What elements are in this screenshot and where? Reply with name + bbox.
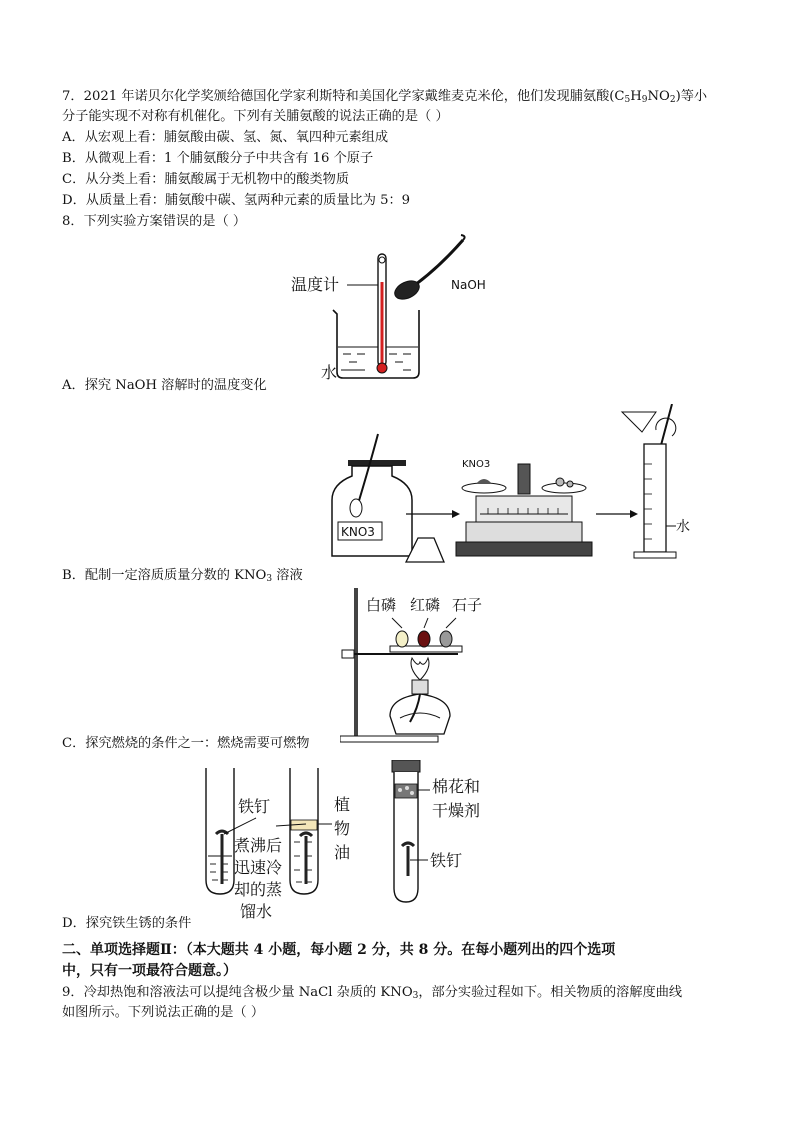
q8-option-d: D．探究铁生锈的条件 (62, 916, 192, 931)
label-water-b: 水 (676, 519, 690, 535)
beaker-icon (333, 310, 419, 378)
test-tube-icon (290, 768, 318, 894)
section2-heading-line1: 二、单项选择题Ⅱ：（本大题共 4 小题，每小题 2 分，共 8 分。在每小题列出的四个选项 (62, 942, 616, 958)
q7-stem-text: )等小 (675, 89, 708, 104)
label-water: 水 (321, 363, 338, 382)
label-vegetable-oil: 油 (334, 843, 351, 862)
q7-option-c: C．从分类上看：脯氨酸属于无机物中的酸类物质 (62, 172, 350, 187)
label-boiled-water: 迅速冷 (234, 858, 283, 877)
label-iron-nail-1: 铁钉 (238, 797, 271, 816)
formula-no: NO (647, 89, 670, 104)
thermometer-icon (377, 254, 387, 373)
label-kno3-top: KNO3 (462, 459, 491, 470)
flame-icon (411, 658, 429, 680)
formula-h: H (630, 89, 642, 104)
label-boiled-water: 却的蒸 (234, 880, 283, 899)
q9-stem-line2: 如图所示。下列说法正确的是（ ） (62, 1005, 265, 1020)
label-vegetable-oil: 物 (334, 819, 351, 838)
label-red-phosphorus: 红磷 (410, 596, 441, 614)
formula-sub: 5 (624, 95, 631, 105)
option-b-text: 溶液 (272, 568, 303, 583)
q7-option-a: A．从宏观上看：脯氨酸由碳、氢、氮、氧四种元素组成 (62, 130, 389, 145)
q7-option-b: B．从微观上看：1 个脯氨酸分子中共含有 16 个原子 (62, 151, 374, 166)
alcohol-lamp-icon (390, 680, 450, 734)
arrow-icon (406, 510, 460, 518)
spoon-icon (392, 235, 465, 303)
formula-sub: 9 (641, 95, 648, 105)
figure-c-combustion (340, 588, 500, 748)
label-cotton-desiccant: 干燥剂 (432, 801, 481, 820)
balance-icon (456, 459, 592, 556)
q9-stem-line1 (62, 984, 682, 1005)
q8-stem: 8．下列实验方案错误的是（ ） (62, 214, 247, 229)
graduated-cylinder-icon (622, 404, 690, 558)
label-iron-nail-2: 铁钉 (430, 851, 463, 870)
label-stone: 石子 (452, 596, 483, 614)
arrow-icon (596, 510, 638, 518)
label-thermometer: 温度计 (291, 275, 340, 294)
formula-sub: 3 (266, 574, 273, 584)
section2-heading-line2: 中，只有一项最符合题意。） (62, 963, 237, 979)
iron-stand-icon (354, 588, 358, 738)
test-tube-icon (392, 760, 420, 902)
figure-d-iron-rusting (196, 760, 496, 928)
label-boiled-water: 煮沸后 (234, 836, 283, 855)
figure-a-naoh-dissolution (285, 232, 515, 382)
label-naoh: NaOH (451, 278, 486, 292)
label-cotton-desiccant: 棉花和 (432, 777, 481, 796)
q7-stem-line1 (62, 88, 707, 109)
label-boiled-water: 馏水 (240, 902, 273, 921)
q9-stem-text: ，部分实验过程如下。相关物质的溶解度曲线 (418, 985, 683, 1000)
q8-option-a: A．探究 NaOH 溶解时的温度变化 (62, 378, 267, 393)
stone-sample (440, 631, 452, 647)
q7-stem-line2: 分子能实现不对称有机催化。下列有关脯氨酸的说法正确的是（ ） (62, 109, 449, 124)
formula-sub: 3 (412, 991, 419, 1001)
q8-option-b (62, 567, 303, 588)
white-phosphorus-sample (396, 631, 408, 647)
option-b-text: B．配制一定溶质质量分数的 KNO (62, 568, 267, 583)
q7-stem-text: 7．2021 年诺贝尔化学奖颁给德国化学家利斯特和美国化学家戴维麦克米伦，他们发现脯氨酸(C (62, 89, 625, 104)
red-phosphorus-sample (418, 631, 430, 647)
figure-b-solution-prep (326, 404, 692, 564)
q8-option-c: C．探究燃烧的条件之一：燃烧需要可燃物 (62, 736, 310, 751)
label-kno3-bottle: KNO3 (341, 525, 375, 539)
q9-stem-text: 9．冷却热饱和溶液法可以提纯含极少量 NaCl 杂质的 KNO (62, 985, 413, 1000)
reagent-bottle-icon (332, 434, 412, 556)
formula-sub: 2 (669, 95, 676, 105)
label-vegetable-oil: 植 (334, 795, 351, 814)
label-white-phosphorus: 白磷 (366, 596, 397, 614)
q7-option-d: D．从质量上看：脯氨酸中碳、氢两种元素的质量比为 5：9 (62, 193, 411, 208)
